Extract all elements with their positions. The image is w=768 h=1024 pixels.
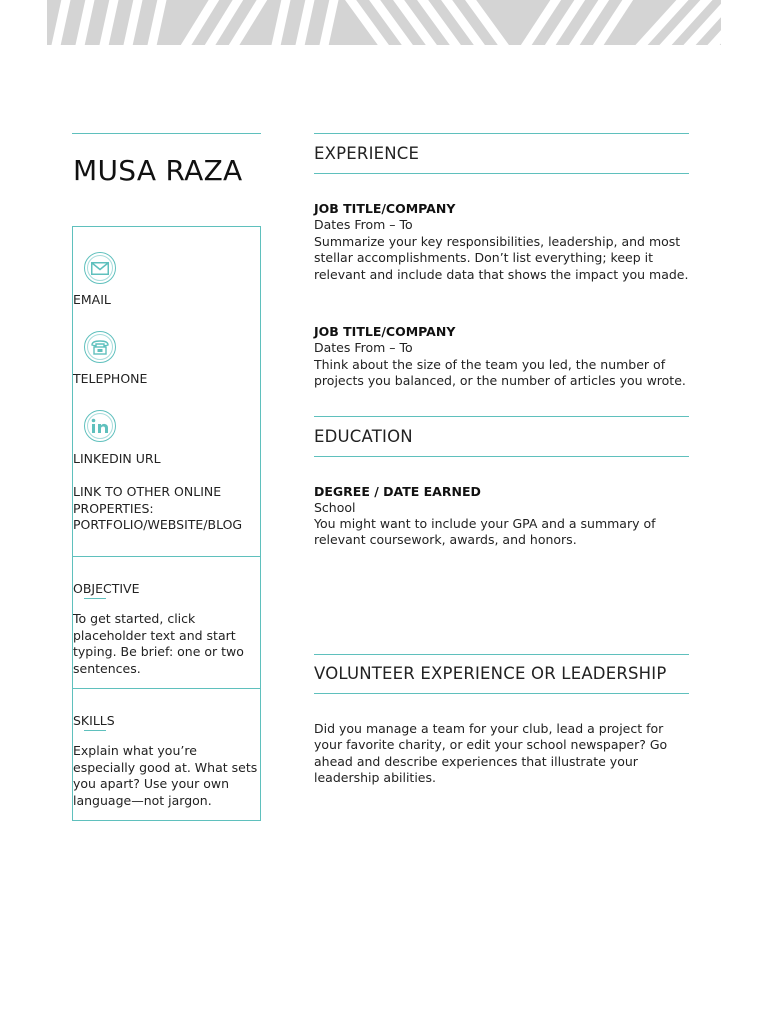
- name-top-rule: [72, 133, 261, 134]
- job-2-description: Think about the size of the team you led, the number of projects you balanced, or the number of articles you wrote.: [314, 357, 686, 389]
- job-1-title: JOB TITLE/COMPANY: [314, 201, 456, 216]
- telephone-icon-circle: [84, 331, 116, 363]
- school-name: School: [314, 500, 356, 515]
- skills-box: [72, 688, 261, 821]
- experience-heading: EXPERIENCE: [314, 144, 420, 163]
- job-1-dates: Dates From – To: [314, 217, 413, 232]
- education-top-rule: [314, 416, 689, 417]
- objective-heading-underline: [84, 598, 106, 599]
- skills-heading-text: SKILLS: [73, 713, 115, 728]
- envelope-icon: [91, 262, 109, 275]
- linkedin-label: LINKEDIN URL: [73, 451, 161, 466]
- telephone-label: TELEPHONE: [73, 371, 148, 386]
- telephone-icon: [91, 340, 109, 355]
- volunteer-heading: VOLUNTEER EXPERIENCE OR LEADERSHIP: [314, 664, 667, 683]
- email-icon-circle: [84, 252, 116, 284]
- objective-heading: [73, 581, 140, 597]
- linkedin-icon-circle: [84, 410, 116, 442]
- skills-text: Explain what you’re especially good at. What sets you apart? Use your own language—not jargon.: [73, 743, 258, 808]
- volunteer-description: Did you manage a team for your club, lead a project for your favorite charity, or edit your school newspaper? Go ahead and describe experiences that illustrate your leadership abilities.: [314, 721, 668, 786]
- job-2-dates: Dates From – To: [314, 340, 413, 355]
- experience-top-rule: [314, 133, 689, 134]
- volunteer-top-rule: [314, 654, 689, 655]
- header-stripe-banner: [47, 0, 721, 45]
- degree-title: DEGREE / DATE EARNED: [314, 484, 481, 499]
- objective-box: [72, 556, 261, 689]
- job-1-description: Summarize your key responsibilities, leadership, and most stellar accomplishments. Don’t list everything; keep it relevant and include data that shows the impact you made.: [314, 234, 689, 282]
- experience-bottom-rule: [314, 173, 689, 174]
- volunteer-bottom-rule: [314, 693, 689, 694]
- education-heading: EDUCATION: [314, 427, 413, 446]
- resume-name: MUSA RAZA: [73, 154, 243, 187]
- skills-heading: [73, 713, 115, 729]
- job-2-title: JOB TITLE/COMPANY: [314, 324, 456, 339]
- education-description: You might want to include your GPA and a summary of relevant coursework, awards, and honors.: [314, 516, 656, 548]
- contact-box: [72, 226, 261, 557]
- other-online-properties: LINK TO OTHER ONLINE PROPERTIES: PORTFOLIO/WEBSITE/BLOG: [73, 484, 243, 532]
- linkedin-icon: [91, 418, 109, 434]
- stripe-pattern: [47, 0, 721, 45]
- email-label: EMAIL: [73, 292, 111, 307]
- objective-heading-text: OBJECTIVE: [73, 581, 140, 596]
- skills-heading-underline: [84, 730, 106, 731]
- objective-text: To get started, click placeholder text and start typing. Be brief: one or two sentences.: [73, 611, 244, 676]
- education-bottom-rule: [314, 456, 689, 457]
